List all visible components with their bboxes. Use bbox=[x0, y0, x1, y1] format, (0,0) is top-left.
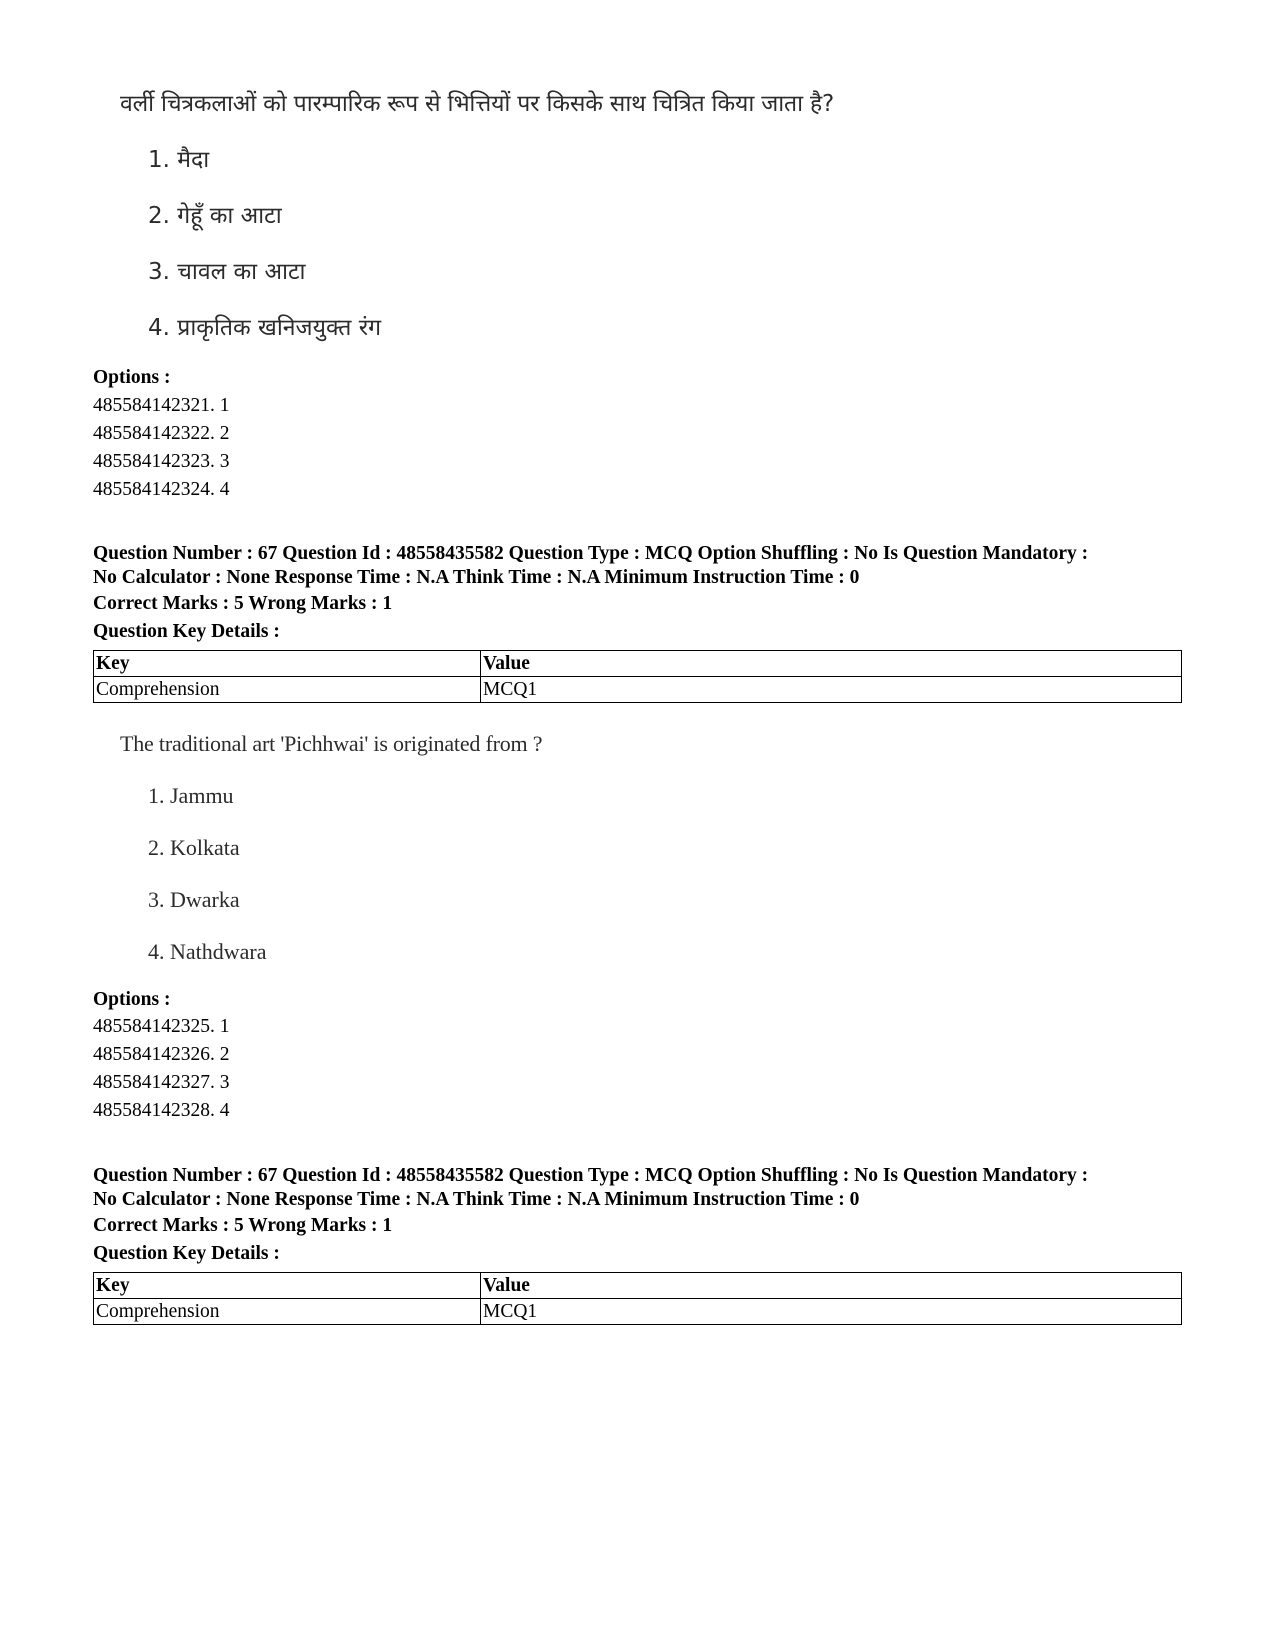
table-cell-value: MCQ1 bbox=[481, 1299, 1182, 1325]
question-meta-line-2: No Calculator : None Response Time : N.A Think Time : N.A Minimum Instruction Time : 0 bbox=[93, 1189, 860, 1210]
question-stem-hindi: वर्ली चित्रकलाओं को पारम्पारिक रूप से भित्तियों पर किसके साथ चित्रित किया जाता है? bbox=[120, 91, 835, 117]
table-cell-key: Comprehension bbox=[94, 1299, 481, 1325]
table-header-row bbox=[94, 651, 1182, 677]
table-cell-key: Comprehension bbox=[94, 677, 481, 703]
option-id-4: 485584142328. 4 bbox=[93, 1100, 230, 1121]
table-row bbox=[94, 677, 1182, 703]
table-header-key: Key bbox=[94, 651, 481, 677]
table-cell-value: MCQ1 bbox=[481, 677, 1182, 703]
question-stem-english: The traditional art 'Pichhwai' is originated from ? bbox=[120, 731, 543, 756]
marks-line: Correct Marks : 5 Wrong Marks : 1 bbox=[93, 1215, 393, 1236]
key-details-table bbox=[93, 650, 1182, 703]
table-header-row bbox=[94, 1273, 1182, 1299]
key-details-heading: Question Key Details : bbox=[93, 1243, 280, 1264]
choice-2: 2. Kolkata bbox=[148, 835, 240, 860]
choice-3: 3. चावल का आटा bbox=[148, 259, 306, 285]
marks-line: Correct Marks : 5 Wrong Marks : 1 bbox=[93, 593, 393, 614]
question-meta bbox=[93, 1164, 1193, 1212]
question-meta-line-1: Question Number : 67 Question Id : 48558435582 Question Type : MCQ Option Shuffling : No Is Question Mandatory : bbox=[93, 1165, 1089, 1186]
option-id-1: 485584142321. 1 bbox=[93, 395, 230, 416]
choice-4: 4. Nathdwara bbox=[148, 939, 267, 964]
key-details-table bbox=[93, 1272, 1182, 1325]
choice-3: 3. Dwarka bbox=[148, 887, 240, 912]
options-heading: Options : bbox=[93, 367, 171, 388]
question-meta bbox=[93, 542, 1193, 590]
table-header-value: Value bbox=[481, 651, 1182, 677]
choice-1: 1. Jammu bbox=[148, 783, 234, 808]
option-id-1: 485584142325. 1 bbox=[93, 1016, 230, 1037]
table-row bbox=[94, 1299, 1182, 1325]
option-id-3: 485584142323. 3 bbox=[93, 451, 230, 472]
choice-4: 4. प्राकृतिक खनिजयुक्त रंग bbox=[148, 315, 382, 341]
option-id-4: 485584142324. 4 bbox=[93, 479, 230, 500]
choice-2: 2. गेहूँ का आटा bbox=[148, 203, 282, 229]
option-id-2: 485584142326. 2 bbox=[93, 1044, 230, 1065]
table-header-value: Value bbox=[481, 1273, 1182, 1299]
options-heading: Options : bbox=[93, 989, 171, 1010]
option-id-3: 485584142327. 3 bbox=[93, 1072, 230, 1093]
table-header-key: Key bbox=[94, 1273, 481, 1299]
question-meta-line-1: Question Number : 67 Question Id : 48558435582 Question Type : MCQ Option Shuffling : No Is Question Mandatory : bbox=[93, 543, 1089, 564]
option-id-2: 485584142322. 2 bbox=[93, 423, 230, 444]
choice-1: 1. मैदा bbox=[148, 147, 210, 173]
question-meta-line-2: No Calculator : None Response Time : N.A Think Time : N.A Minimum Instruction Time : 0 bbox=[93, 567, 860, 588]
key-details-heading: Question Key Details : bbox=[93, 621, 280, 642]
